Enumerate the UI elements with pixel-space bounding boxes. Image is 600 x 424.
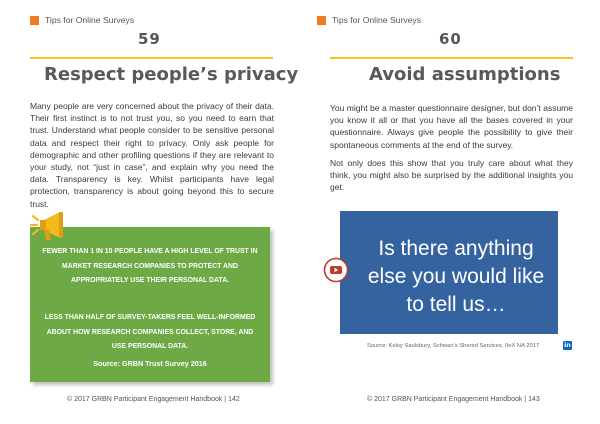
- page-title: Respect people’s privacy: [44, 64, 299, 85]
- video-source: Source: Kelsy Saulsbury, Schwan’s Shared Services, IIeX NA 2017: [367, 343, 540, 349]
- header-label: Tips for Online Surveys: [332, 15, 421, 25]
- page-number: 60: [439, 30, 462, 48]
- right-page: [300, 0, 600, 424]
- page-footer: © 2017 GRBN Participant Engagement Handbook | 142: [67, 396, 240, 403]
- page-footer: © 2017 GRBN Participant Engagement Handbook | 143: [367, 396, 540, 403]
- page-header: [30, 13, 134, 27]
- megaphone-icon: [30, 210, 70, 242]
- page-title: Avoid assumptions: [369, 64, 561, 85]
- title-divider: [30, 57, 273, 59]
- body-text: Many people are very concerned about the privacy of their data. Their first instinct is to not trust you, so you need to earn that trust. Understand what people consider to be sensitive personal data and respect their right to privacy. Only ask people for demographic and other profiling questions if they are relevant to your study, not “just in case”, and explain why you need the data. Transparency is key. Whilst participants have legal protection, transparency is about going beyond this to secure trust.: [30, 101, 274, 209]
- callout-stat-2: LESS THAN HALF OF SURVEY-TAKERS FEEL WELL-INFORMED ABOUT HOW RESEARCH COMPANIES COLLECT, STORE, AND USE PERSONAL DATA.: [44, 314, 256, 351]
- header-square-icon: [30, 16, 39, 25]
- body-paragraph-2: Not only does this show that you truly care about what they think, you might also be surprised by the additional insights you get.: [330, 157, 573, 193]
- play-icon[interactable]: [323, 257, 349, 283]
- callout-source: Source: GRBN Trust Survey 2016: [93, 359, 207, 368]
- page-number: 59: [138, 30, 161, 48]
- page-header: [317, 13, 421, 27]
- header-label: Tips for Online Surveys: [45, 15, 134, 25]
- body-paragraph-1: You might be a master questionnaire designer, but don’t assume you know it all or that you have all the bases covered in your questionnaire. Always give people the possibility to give their spontaneous comments at the end of the survey.: [330, 103, 573, 150]
- video-caption: Is there anything else you would like to tell us…: [367, 237, 545, 316]
- body-text: [330, 102, 573, 199]
- callout-box: [30, 227, 270, 382]
- callout-stat-1: FEWER THAN 1 IN 10 PEOPLE HAVE A HIGH LEVEL OF TRUST IN MARKET RESEARCH COMPANIES TO PROTECT AND APPROPRIATELY USE THEIR PERSONAL DATA.: [42, 248, 258, 285]
- title-divider: [330, 57, 573, 59]
- linkedin-icon[interactable]: in: [564, 341, 571, 349]
- video-thumbnail[interactable]: [340, 211, 558, 334]
- header-square-icon: [317, 16, 326, 25]
